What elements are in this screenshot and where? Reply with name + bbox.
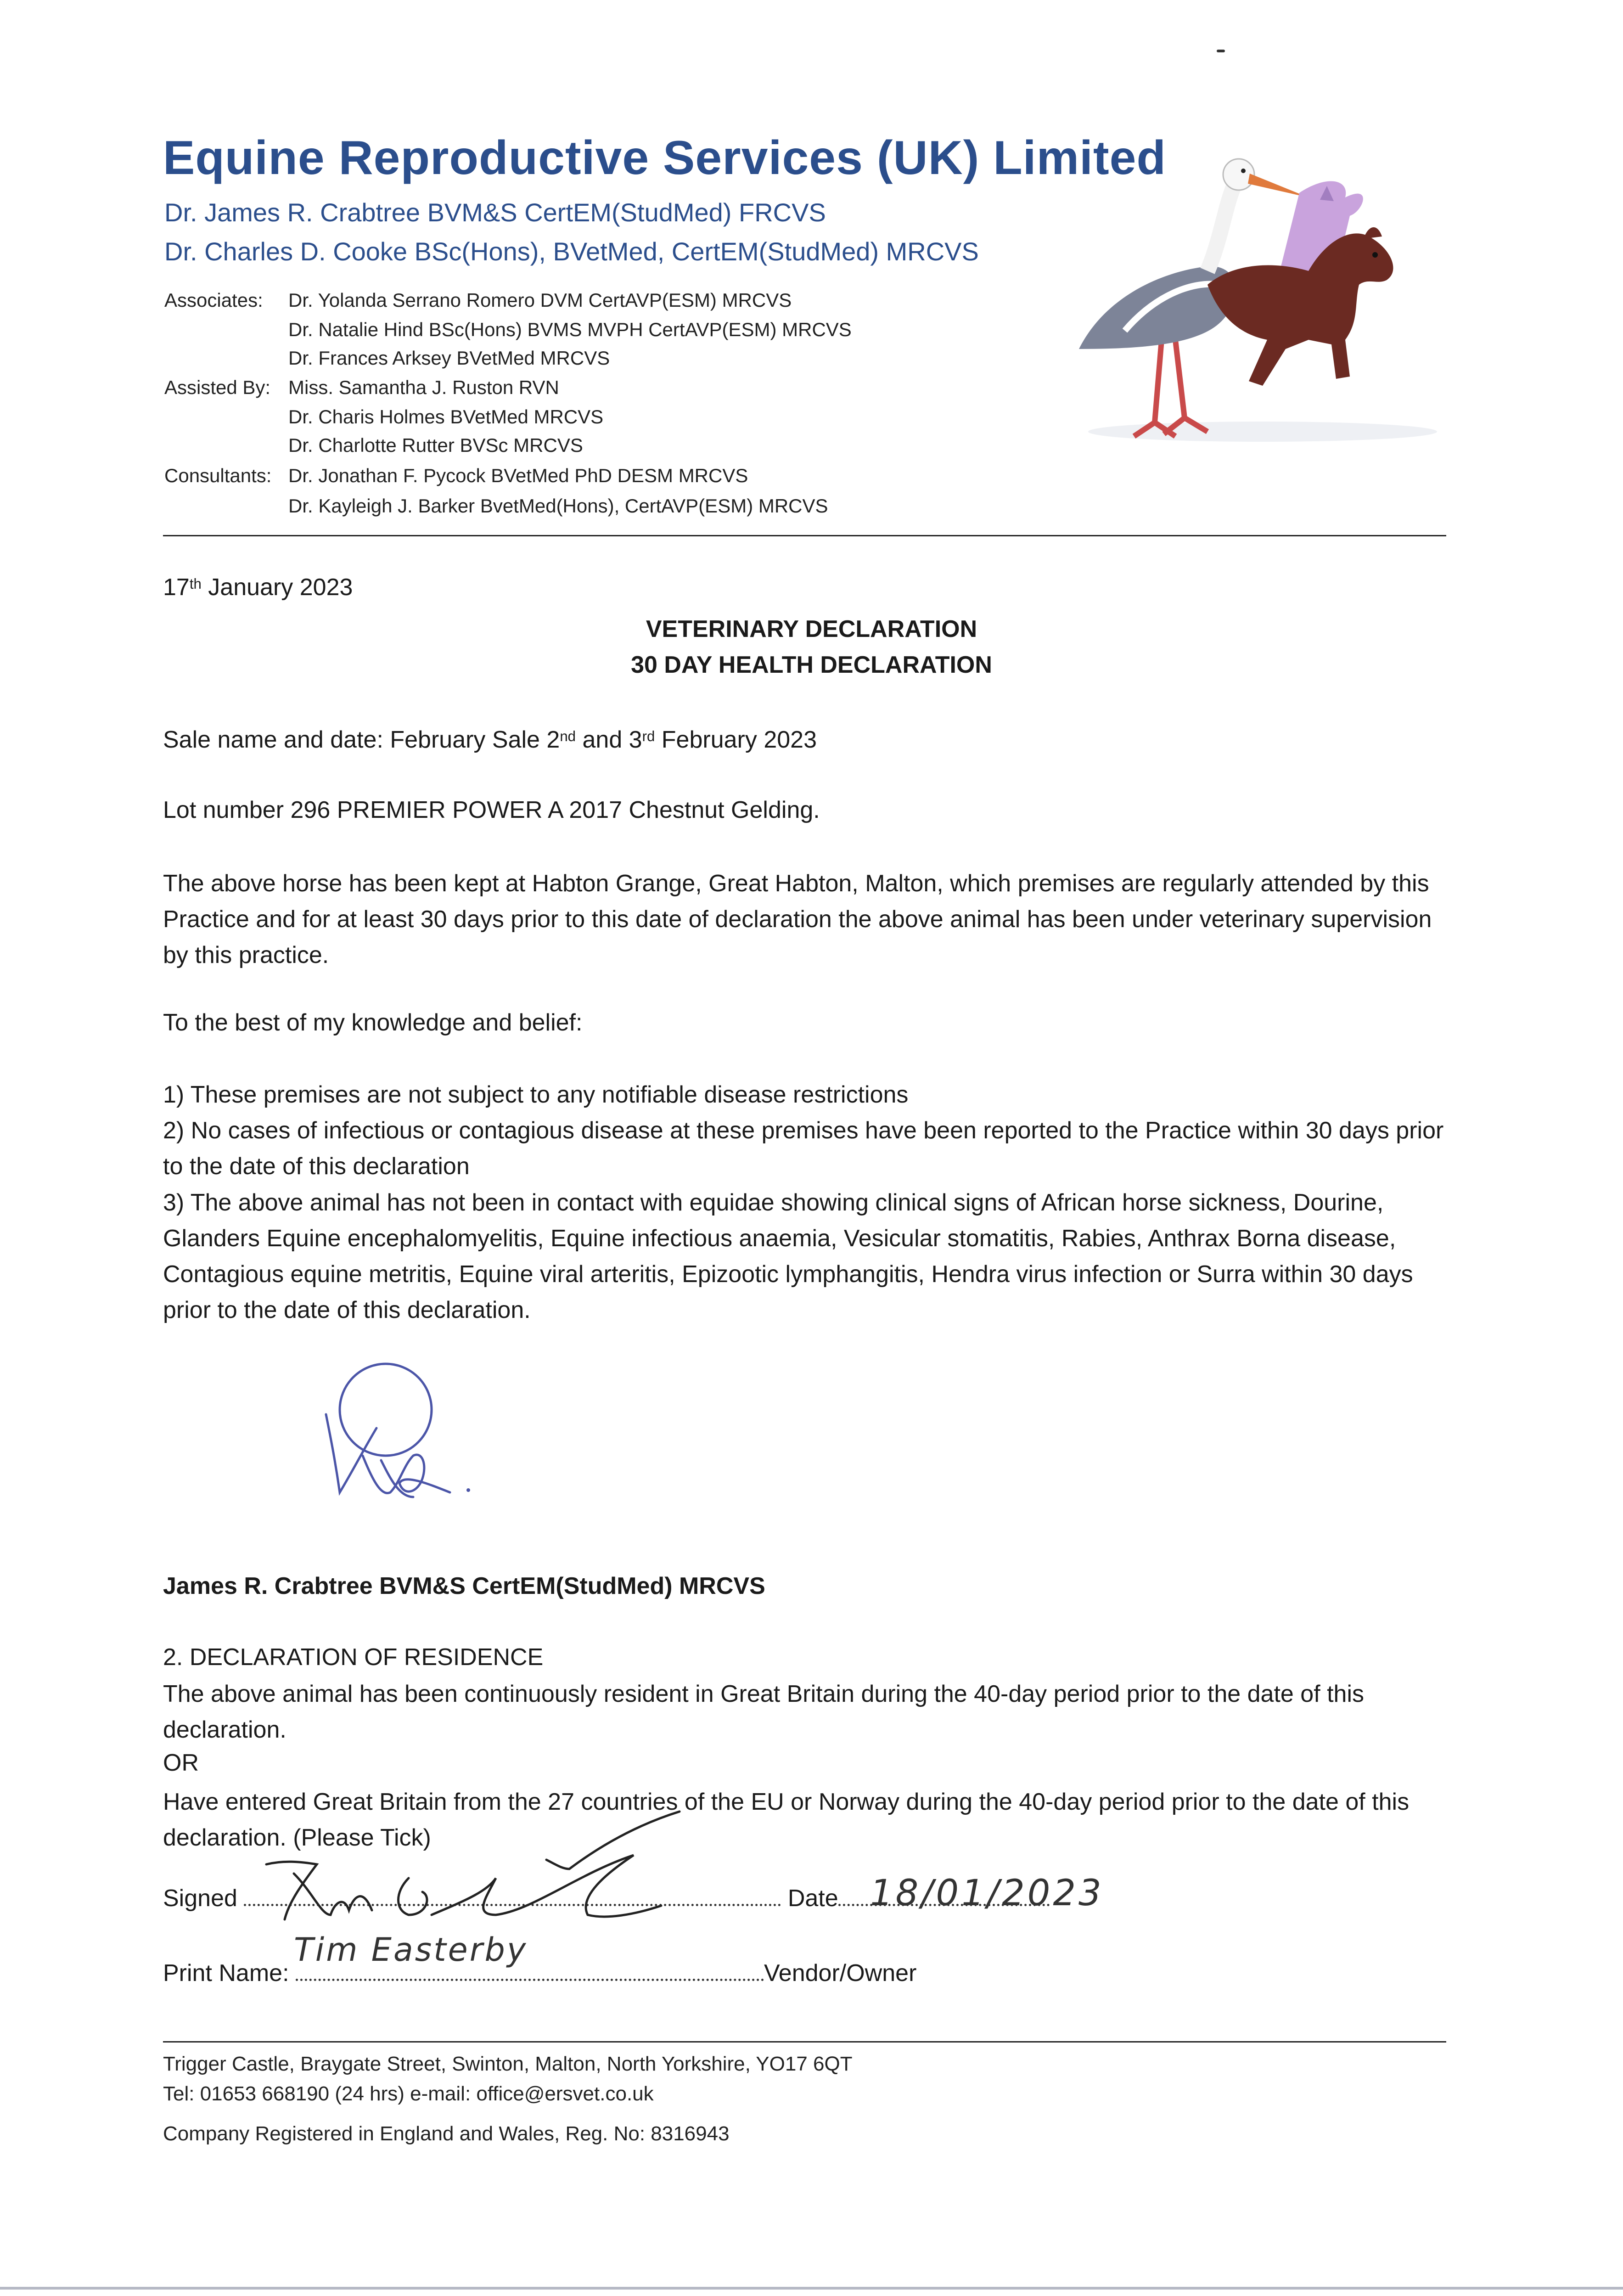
point-1: 1) These premises are not subject to any notifiable disease restrictions xyxy=(163,1081,909,1108)
footer-contact: Tel: 01653 668190 (24 hrs) e-mail: office@ersvet.co.uk xyxy=(163,2082,654,2105)
premises-paragraph: The above horse has been kept at Habton Grange, Great Habton, Malton, which premises are regularly attended by this Practice and for at least 30 days prior to this date of declaration the above animal has been under veterinary supervision by this practice. xyxy=(163,870,1432,968)
assistant-name: Dr. Charlotte Rutter BVSc MRCVS xyxy=(288,434,583,456)
vendor-label: Vendor/Owner xyxy=(764,1960,917,1986)
company-name: Equine Reproductive Services (UK) Limited xyxy=(163,131,1167,185)
printed-name: Tim Easterby xyxy=(294,1931,528,1969)
date-rest: January 2023 xyxy=(201,574,353,601)
consultant-name: Dr. Kayleigh J. Barker BvetMed(Hons), CertAVP(ESM) MRCVS xyxy=(288,495,828,517)
letter-date xyxy=(163,569,1449,605)
assistant-name: Dr. Charis Holmes BVetMed MRCVS xyxy=(288,406,604,428)
declaration-title: VETERINARY DECLARATION xyxy=(646,616,977,642)
footer-rule xyxy=(163,2041,1446,2043)
sale-suffix: February 2023 xyxy=(655,726,817,753)
associates-label: Associates: xyxy=(164,289,263,311)
print-label: Print Name: xyxy=(163,1960,289,1986)
date-label: Date xyxy=(787,1885,838,1912)
residence-heading: 2. DECLARATION OF RESIDENCE xyxy=(163,1644,544,1671)
belief-line: To the best of my knowledge and belief: xyxy=(163,1009,583,1036)
date-day: 17 xyxy=(163,574,190,601)
point-2: 2) No cases of infectious or contagious disease at these premises have been reported to the Practice within 30 days prior to the date of this declaration xyxy=(163,1117,1444,1180)
print-line xyxy=(296,1974,764,1981)
sale-prefix: Sale name and date: February Sale 2 xyxy=(163,726,560,753)
associate-name: Dr. Frances Arksey BVetMed MRCVS xyxy=(288,347,610,369)
signed-date: 18/01/2023 xyxy=(870,1873,1104,1914)
footer-registration: Company Registered in England and Wales, Reg. No: 8316943 xyxy=(163,2122,730,2145)
lot-line: Lot number 296 PREMIER POWER A 2017 Chestnut Gelding. xyxy=(163,797,820,823)
sale-mid: and 3 xyxy=(576,726,642,753)
partner-1: Dr. James R. Crabtree BVM&S CertEM(StudMed) FRCVS xyxy=(164,198,826,227)
vet-signature xyxy=(312,1359,487,1506)
associate-name: Dr. Yolanda Serrano Romero DVM CertAVP(ESM) MRCVS xyxy=(288,289,792,311)
associate-name: Dr. Natalie Hind BSc(Hons) BVMS MVPH CertAVP(ESM) MRCVS xyxy=(288,319,852,340)
footer-address: Trigger Castle, Braygate Street, Swinton, Malton, North Yorkshire, YO17 6QT xyxy=(163,2053,853,2075)
sale-sup-1: nd xyxy=(560,728,576,744)
consultant-name: Dr. Jonathan F. Pycock BVetMed PhD DESM MRCVS xyxy=(288,465,748,486)
point-3: 3) The above animal has not been in contact with equidae showing clinical signs of African horse sickness, Dourine, Glanders Equine encephalomyelitis, Equine infectious anaemia, Vesicular stomatitis, Rabies, Anthrax Borna disease, Contagious equine metritis, Equine viral arteritis, Epizootic lymphangitis, Hendra virus infection or Surra within 30 days prior to the date of this declaration. xyxy=(163,1189,1413,1323)
sale-line xyxy=(163,722,1449,758)
declaration-subtitle: 30 DAY HEALTH DECLARATION xyxy=(631,652,992,678)
assisted-label: Assisted By: xyxy=(164,377,271,398)
scan-edge xyxy=(0,2287,1623,2290)
vet-name: James R. Crabtree BVM&S CertEM(StudMed) MRCVS xyxy=(163,1573,765,1599)
date-suffix: th xyxy=(189,575,202,592)
owner-signature xyxy=(257,1846,670,1924)
stork-foal-logo xyxy=(1070,147,1446,459)
sale-sup-2: rd xyxy=(642,728,655,744)
assistant-name: Miss. Samantha J. Ruston RVN xyxy=(288,377,559,398)
partner-2: Dr. Charles D. Cooke BSc(Hons), BVetMed, CertEM(StudMed) MRCVS xyxy=(164,237,979,266)
signed-label: Signed xyxy=(163,1885,237,1912)
scan-mark xyxy=(1217,50,1225,52)
consultants-label: Consultants: xyxy=(164,465,272,486)
residence-option-1: The above animal has been continuously resident in Great Britain during the 40-day period prior to the date of this declaration. xyxy=(163,1681,1365,1743)
residence-or: OR xyxy=(163,1750,199,1776)
residence-option-2: Have entered Great Britain from the 27 countries of the EU or Norway during the 40-day period prior to the date of this declaration. (Please Tick) xyxy=(163,1789,1410,1851)
header-rule xyxy=(163,535,1446,536)
